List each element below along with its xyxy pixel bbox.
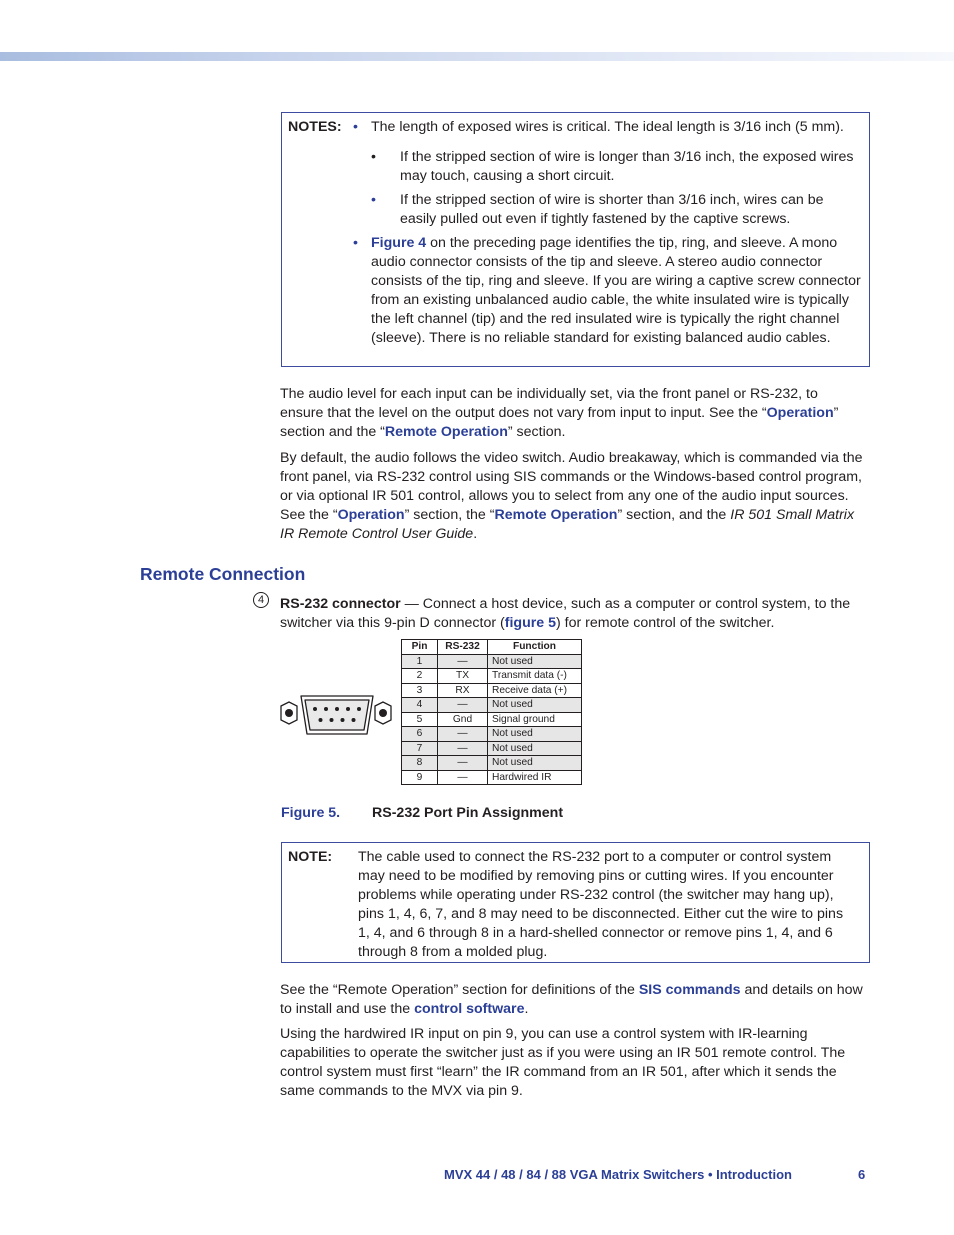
- bullet-dot: •: [371, 192, 376, 208]
- pin-cell: 3: [402, 683, 438, 698]
- guide-title: IR 501 Small Matrix IR Remote Control User Guide: [280, 506, 855, 542]
- mounting-screw-left: [281, 702, 297, 724]
- notes-label: NOTES:: [288, 119, 342, 135]
- table-row: [402, 741, 582, 756]
- rs232-cell: RX: [438, 683, 488, 698]
- note-text: The cable used to connect the RS-232 port to a computer or control system may need to be modified by removing pins or cutting wires. If you encounter problems while operating under RS-232 control (the switcher may hang up), pins 1, 4, 6, 7, and 8 may need to be disconnected. Either cut the wire to pins 1, 4, and 6 through 8 in a hard-shelled connector or remove pins 1, 4, and 6 through 8 from a molded plug.: [358, 849, 844, 960]
- figure-title: RS-232 Port Pin Assignment: [372, 805, 564, 821]
- operation-link[interactable]: Operation: [766, 404, 834, 421]
- sis-commands-link[interactable]: SIS commands: [638, 982, 741, 998]
- para-text: ” section, the “: [404, 506, 495, 523]
- para-text: ” section.: [507, 423, 566, 440]
- header-accent-bar: [0, 52, 954, 61]
- rs232-cell: —: [438, 741, 488, 756]
- function-cell: Not used: [488, 741, 582, 756]
- figure4-link[interactable]: Figure 4: [371, 235, 427, 251]
- pin-cell: 8: [402, 756, 438, 771]
- pin-cell: 5: [402, 712, 438, 727]
- table-row: [402, 727, 582, 742]
- function-cell: Not used: [488, 756, 582, 771]
- table-row: [402, 683, 582, 698]
- rs232-cell: —: [438, 756, 488, 771]
- column-header: RS-232: [438, 640, 488, 655]
- rs232-paragraph: [280, 595, 865, 633]
- db9-connector-illustration: [279, 690, 395, 738]
- para-text: The audio level for each input can be individually set, via the front panel or RS-232, to ensure that the level on the output does not vary from input to input. See the “: [280, 386, 818, 421]
- callout-number: 4: [253, 592, 269, 608]
- para-text: See the “Remote Operation” section for definitions of the: [280, 982, 639, 998]
- para-text: ” section, and the: [617, 506, 731, 523]
- figure5-link[interactable]: figure 5: [504, 614, 556, 631]
- rs232-cell: —: [438, 770, 488, 785]
- para-text: ) for remote control of the switcher.: [555, 614, 775, 631]
- function-cell: Not used: [488, 698, 582, 713]
- rs232-cell: Gnd: [438, 712, 488, 727]
- function-cell: Receive data (+): [488, 683, 582, 698]
- section-heading: Remote Connection: [140, 564, 306, 584]
- notes-sub-bullet: If the stripped section of wire is longer than 3/16 inch, the exposed wires may touch, causing a short circuit.: [400, 149, 854, 184]
- rs232-cell: —: [438, 698, 488, 713]
- notes-bullet-main: The length of exposed wires is critical. The ideal length is 3/16 inch (5 mm).: [371, 119, 844, 135]
- pin-cell: 4: [402, 698, 438, 713]
- para-text: By default, the audio follows the video switch. Audio breakaway, which is commanded via the front panel, via RS-232 control using SIS commands or the Windows-based control program, or via optional IR 501 control, allows you to select from any one of the audio input sources. See the “: [280, 450, 863, 523]
- notes-box: [281, 112, 870, 367]
- pin-cell: 7: [402, 741, 438, 756]
- function-cell: Not used: [488, 727, 582, 742]
- hardwired-ir-paragraph: Using the hardwired IR input on pin 9, you can use a control system with IR-learning capabilities to operate the switcher just as if you were using an IR 501 remote control. The control system must first “learn” the IR command from an IR 501, after which it sends the same commands to the MVX via pin 9.: [280, 1026, 846, 1099]
- rs232-cell: TX: [438, 669, 488, 684]
- operation-link[interactable]: Operation: [337, 506, 405, 523]
- bullet-dot: •: [353, 119, 358, 135]
- para-text: and details on how to install and use the: [280, 982, 863, 1017]
- rs232-cell: —: [438, 727, 488, 742]
- table-row: [402, 654, 582, 669]
- rs232-cell: —: [438, 654, 488, 669]
- function-cell: Not used: [488, 654, 582, 669]
- mounting-screw-right: [375, 702, 391, 724]
- pin-assignment-table: [401, 639, 582, 785]
- note-label: NOTE:: [288, 849, 333, 865]
- para-text: — Connect a host device, such as a computer or control system, to the switcher via this 9-pin D connector (: [280, 596, 851, 631]
- rs232-label: RS-232 connector: [280, 596, 401, 612]
- notes-figure4-paragraph: [371, 234, 861, 347]
- page-number: 6: [858, 1167, 866, 1182]
- sis-commands-paragraph: [280, 981, 870, 1019]
- function-cell: Hardwired IR: [488, 770, 582, 785]
- column-header: Function: [488, 640, 582, 655]
- notes-sub-bullet: If the stripped section of wire is shorter than 3/16 inch, wires can be easily pulled out even if tightly fastened by the captive screws.: [400, 192, 824, 227]
- notes-figure4-text: on the preceding page identifies the tip, ring, and sleeve. A mono audio connector consists of the tip and sleeve. A stereo audio connector consists of the tip, ring and sleeve. If you are wiring a captive screw connector from an existing unbalanced audio cable, the white insulated wire is typically the left channel (tip) and the red insulated wire is typically the right channel (sleeve). There is no reliable standard for existing balanced audio cables.: [371, 235, 861, 346]
- audio-level-paragraph: [280, 385, 855, 442]
- function-cell: Signal ground: [488, 712, 582, 727]
- remote-operation-link[interactable]: Remote Operation: [384, 423, 508, 440]
- pin-cell: 2: [402, 669, 438, 684]
- figure-label: Figure 5.: [281, 805, 341, 821]
- para-text: ” section and the “: [280, 404, 839, 440]
- table-row: [402, 756, 582, 771]
- column-header: Pin: [402, 640, 438, 655]
- pin-cell: 1: [402, 654, 438, 669]
- table-row: [402, 770, 582, 785]
- audio-breakaway-paragraph: [280, 449, 870, 544]
- table-row: [402, 669, 582, 684]
- table-row: [402, 698, 582, 713]
- bullet-dot: •: [353, 235, 358, 251]
- pin-cell: 6: [402, 727, 438, 742]
- footer-title: MVX 44 / 48 / 84 / 88 VGA Matrix Switchers • Introduction: [444, 1167, 792, 1182]
- table-header-row: [402, 640, 582, 655]
- remote-operation-link[interactable]: Remote Operation: [494, 506, 618, 523]
- para-text: .: [524, 1000, 529, 1017]
- para-text: .: [473, 525, 478, 542]
- function-cell: Transmit data (-): [488, 669, 582, 684]
- control-software-link[interactable]: control software: [414, 1000, 525, 1017]
- table-row: [402, 712, 582, 727]
- bullet-dot: •: [371, 149, 376, 165]
- note-box: [281, 842, 870, 963]
- pin-cell: 9: [402, 770, 438, 785]
